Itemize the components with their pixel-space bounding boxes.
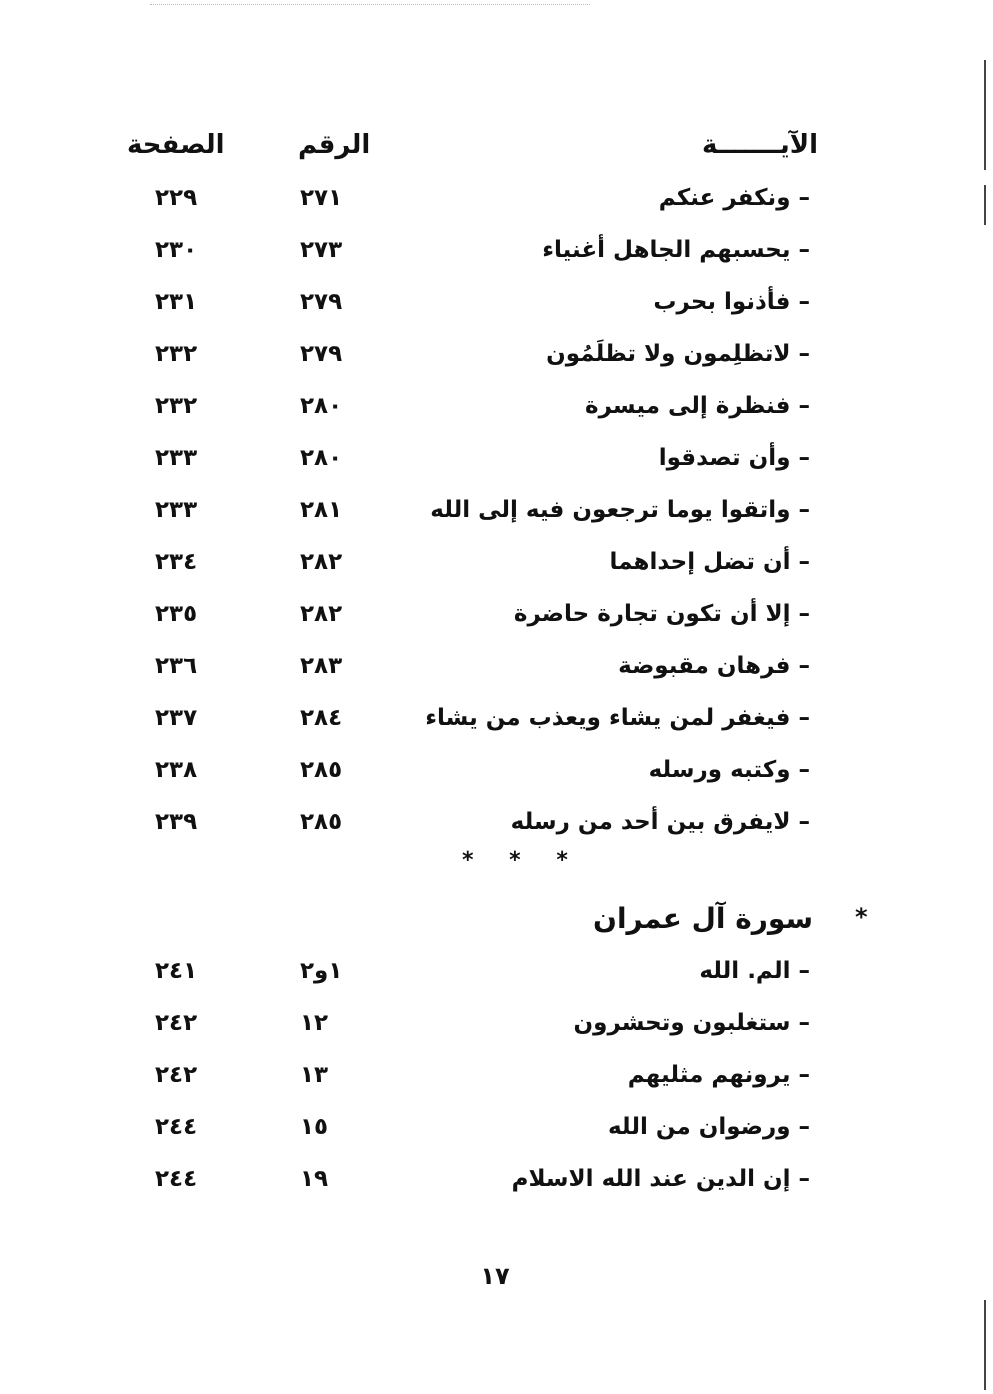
index-row <box>0 601 993 641</box>
ayah-text: – إن الدين عند الله الاسلام <box>511 1166 810 1192</box>
ayah-number: ٢٨٢ <box>300 549 343 575</box>
ayah-text: – أن تضل إحداهما <box>609 549 810 575</box>
page-ref: ٢٤٢ <box>155 1062 198 1088</box>
ayah-number: ٢٧٩ <box>300 341 343 367</box>
index-row <box>0 497 993 537</box>
ayah-number: ٢٧٣ <box>300 237 343 263</box>
ayah-number: ٢٨٠ <box>300 393 343 419</box>
page-ref: ٢٤٤ <box>155 1166 198 1192</box>
page-ref: ٢٣٣ <box>155 445 198 471</box>
page-ref: ٢٢٩ <box>155 185 198 211</box>
page-ref: ٢٤١ <box>155 958 198 984</box>
index-row <box>0 1166 993 1206</box>
ayah-number: ٢٨٠ <box>300 445 343 471</box>
header-number: الرقم <box>298 130 371 160</box>
index-row <box>0 341 993 381</box>
index-row <box>0 1114 993 1154</box>
page-ref: ٢٣٧ <box>155 705 198 731</box>
index-row <box>0 445 993 485</box>
ayah-number: ٢٨٥ <box>300 809 343 835</box>
ayah-text: – فنظرة إلى ميسرة <box>585 393 810 419</box>
page-ref: ٢٣١ <box>155 289 198 315</box>
ayah-text: – يحسبهم الجاهل أغنياء <box>542 237 810 263</box>
index-row <box>0 958 993 998</box>
page-ref: ٢٣٩ <box>155 809 198 835</box>
scan-edge-mark <box>984 1300 986 1390</box>
page-ref: ٢٣٦ <box>155 653 198 679</box>
index-row <box>0 393 993 433</box>
page-ref: ٢٣٢ <box>155 341 198 367</box>
index-row <box>0 1010 993 1050</box>
index-row <box>0 289 993 329</box>
ayah-text: – ونكفر عنكم <box>658 185 810 211</box>
page-ref: ٢٤٢ <box>155 1010 198 1036</box>
ayah-text: – فأذنوا بحرب <box>653 289 810 315</box>
ayah-number: ٢٨٣ <box>300 653 343 679</box>
page-ref: ٢٣٥ <box>155 601 198 627</box>
index-row <box>0 549 993 589</box>
ayah-text: – وأن تصدقوا <box>658 445 810 471</box>
page-ref: ٢٣٤ <box>155 549 198 575</box>
ayah-text: – إلا أن تكون تجارة حاضرة <box>513 601 810 627</box>
page-ref: ٢٣٠ <box>155 237 198 263</box>
ayah-number: ٢٨٤ <box>300 705 343 731</box>
index-row <box>0 237 993 277</box>
ayah-text: – فيغفر لمن يشاء ويعذب من يشاء <box>425 705 810 731</box>
page-ref: ٢٣٣ <box>155 497 198 523</box>
ayah-text: – الم. الله <box>699 958 810 984</box>
ayah-text: – لايفرق بين أحد من رسله <box>510 809 810 835</box>
ayah-text: – واتقوا يوما ترجعون فيه إلى الله <box>430 497 810 523</box>
ayah-text: – ورضوان من الله <box>607 1114 810 1140</box>
index-row <box>0 757 993 797</box>
ayah-number: ١و٢ <box>300 958 343 984</box>
page-ref: ٢٣٨ <box>155 757 198 783</box>
surah-title: سورة آل عمران <box>593 902 813 935</box>
ayah-text: – يرونهم مثليهم <box>627 1062 810 1088</box>
header-ayah: الآيـــــــة <box>701 130 818 160</box>
index-row <box>0 1062 993 1102</box>
ayah-number: ٢٧١ <box>300 185 343 211</box>
ayah-number: ١٢ <box>300 1010 329 1036</box>
page-ref: ٢٣٢ <box>155 393 198 419</box>
ayah-number: ١٩ <box>300 1166 329 1192</box>
ayah-number: ٢٧٩ <box>300 289 343 315</box>
index-row <box>0 185 993 225</box>
header-page: الصفحة <box>127 130 225 160</box>
index-row <box>0 809 993 849</box>
table-header <box>0 130 993 170</box>
ayah-number: ٢٨٥ <box>300 757 343 783</box>
section-separator: * * * <box>462 848 582 873</box>
scan-artifact-rule <box>150 4 590 5</box>
ayah-number: ٢٨٢ <box>300 601 343 627</box>
ayah-text: – وكتبه ورسله <box>648 757 810 783</box>
index-row <box>0 653 993 693</box>
index-row <box>0 705 993 745</box>
page-ref: ٢٤٤ <box>155 1114 198 1140</box>
ayah-text: – ستغلبون وتحشرون <box>573 1010 810 1036</box>
ayah-text: – فرهان مقبوضة <box>618 653 810 679</box>
ayah-number: ١٥ <box>300 1114 329 1140</box>
surah-bullet: * <box>855 903 868 931</box>
ayah-text: – لاتظلِمون ولا تظلَمُون <box>546 341 810 367</box>
page-number: ١٧ <box>480 1262 510 1290</box>
ayah-number: ١٣ <box>300 1062 329 1088</box>
ayah-number: ٢٨١ <box>300 497 343 523</box>
